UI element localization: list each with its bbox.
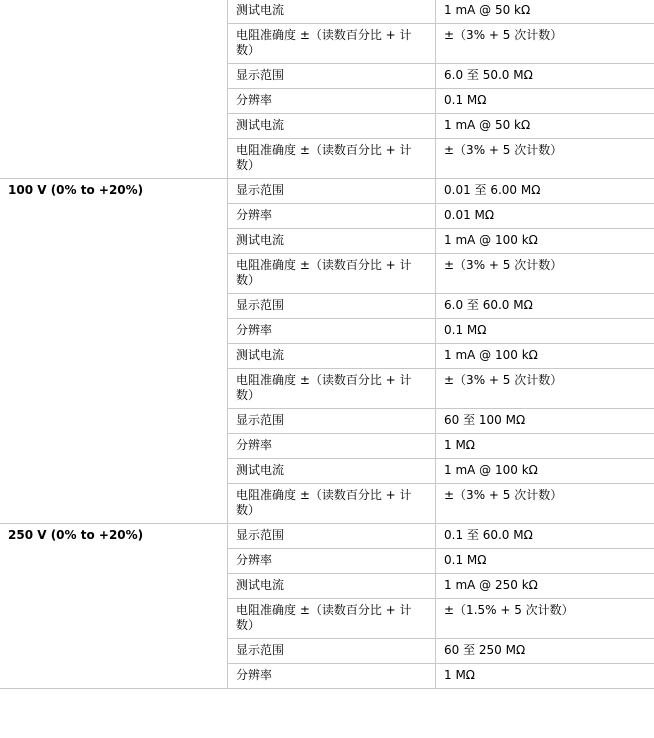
value-cell: ±（3% + 5 次计数） — [436, 369, 654, 409]
value-cell: 0.01 至 6.00 MΩ — [436, 179, 654, 204]
value-cell: 1 mA @ 100 kΩ — [436, 229, 654, 254]
value-cell: 1 mA @ 100 kΩ — [436, 459, 654, 484]
parameter-cell: 测试电流 — [228, 574, 436, 599]
parameter-cell: 测试电流 — [228, 0, 436, 24]
parameter-cell: 分辨率 — [228, 204, 436, 229]
parameter-cell: 显示范围 — [228, 524, 436, 549]
parameter-cell: 分辨率 — [228, 319, 436, 344]
parameter-cell: 电阻准确度 ±（读数百分比 + 计数） — [228, 369, 436, 409]
parameter-cell: 显示范围 — [228, 639, 436, 664]
value-cell: 1 mA @ 50 kΩ — [436, 114, 654, 139]
parameter-cell: 测试电流 — [228, 114, 436, 139]
parameter-cell: 显示范围 — [228, 294, 436, 319]
value-cell: 6.0 至 60.0 MΩ — [436, 294, 654, 319]
value-cell: ±（3% + 5 次计数） — [436, 484, 654, 524]
parameter-cell: 电阻准确度 ±（读数百分比 + 计数） — [228, 139, 436, 179]
parameter-cell: 电阻准确度 ±（读数百分比 + 计数） — [228, 484, 436, 524]
parameter-cell: 分辨率 — [228, 664, 436, 689]
value-cell: ±（1.5% + 5 次计数） — [436, 599, 654, 639]
table-row — [0, 524, 654, 549]
value-cell: 0.1 至 60.0 MΩ — [436, 524, 654, 549]
value-cell: ±（3% + 5 次计数） — [436, 24, 654, 64]
value-cell: 6.0 至 50.0 MΩ — [436, 64, 654, 89]
table-row — [0, 0, 654, 24]
value-cell: 0.01 MΩ — [436, 204, 654, 229]
value-cell: ±（3% + 5 次计数） — [436, 254, 654, 294]
value-cell: ±（3% + 5 次计数） — [436, 139, 654, 179]
parameter-cell: 分辨率 — [228, 89, 436, 114]
value-cell: 1 mA @ 50 kΩ — [436, 0, 654, 24]
voltage-cell: 250 V (0% to +20%) — [0, 524, 228, 689]
value-cell: 0.1 MΩ — [436, 89, 654, 114]
parameter-cell: 测试电流 — [228, 459, 436, 484]
voltage-cell: 100 V (0% to +20%) — [0, 179, 228, 524]
parameter-cell: 测试电流 — [228, 229, 436, 254]
value-cell: 60 至 100 MΩ — [436, 409, 654, 434]
value-cell: 0.1 MΩ — [436, 549, 654, 574]
parameter-cell: 分辨率 — [228, 549, 436, 574]
parameter-cell: 分辨率 — [228, 434, 436, 459]
value-cell: 1 MΩ — [436, 664, 654, 689]
parameter-cell: 电阻准确度 ±（读数百分比 + 计数） — [228, 254, 436, 294]
parameter-cell: 测试电流 — [228, 344, 436, 369]
value-cell: 1 mA @ 100 kΩ — [436, 344, 654, 369]
parameter-cell: 电阻准确度 ±（读数百分比 + 计数） — [228, 24, 436, 64]
value-cell: 60 至 250 MΩ — [436, 639, 654, 664]
value-cell: 1 mA @ 250 kΩ — [436, 574, 654, 599]
voltage-cell — [0, 0, 228, 179]
parameter-cell: 显示范围 — [228, 64, 436, 89]
value-cell: 1 MΩ — [436, 434, 654, 459]
parameter-cell: 电阻准确度 ±（读数百分比 + 计数） — [228, 599, 436, 639]
parameter-cell: 显示范围 — [228, 179, 436, 204]
table-row — [0, 179, 654, 204]
value-cell: 0.1 MΩ — [436, 319, 654, 344]
parameter-cell: 显示范围 — [228, 409, 436, 434]
